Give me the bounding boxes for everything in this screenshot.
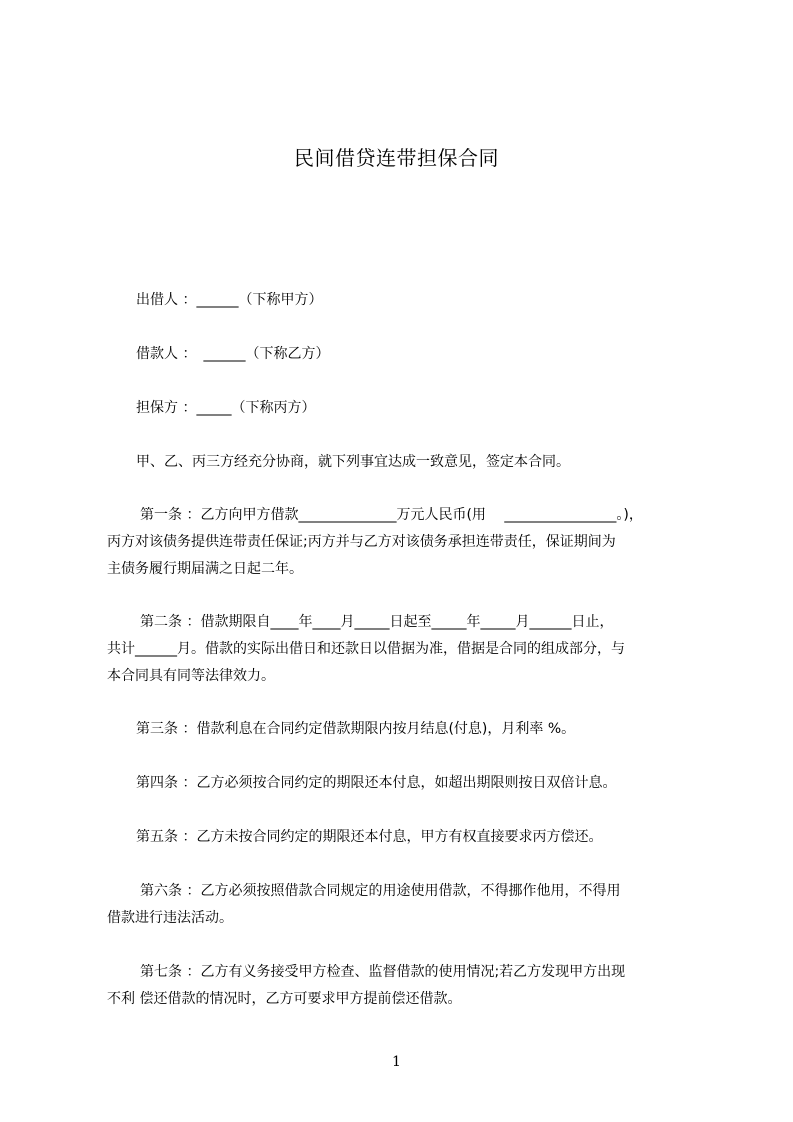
- guarantor-line: 担保方 ：_____（下称丙方）: [136, 400, 316, 416]
- borrower-line: 借款人 ： ______（下称乙方）: [136, 346, 330, 362]
- article-7-line-2: 不利 偿还借款的情况时，乙方可要求甲方提前偿还借款。: [107, 991, 462, 1007]
- article-2-line-3: 本合同具有同等法律效力。: [107, 668, 275, 684]
- lender-line: 出借人 ：______（下称甲方）: [136, 292, 323, 308]
- article-1-line-2: 丙方对该债务提供连带责任保证;丙方并与乙方对该债务承担连带责任，保证期间为: [107, 534, 616, 550]
- article-6-line-1: 第六条 ：乙方必须按照借款合同规定的用途使用借款，不得挪作他用，不得用: [140, 883, 621, 899]
- article-2-line-2: 共计______月。借款的实际出借日和还款日以借据为准，借据是合同的组成部分，与: [107, 641, 625, 657]
- article-2-line-1: 第二条 ：借款期限自____年____月_____日起至_____年_____月______日止，: [140, 614, 614, 630]
- article-1-line-3: 主债务履行期届满之日起二年。: [107, 561, 303, 577]
- article-7-line-1: 第七条 ：乙方有义务接受甲方检查、监督借款的使用情况;若乙方发现甲方出现: [140, 964, 626, 980]
- article-5-line: 第五条 ：乙方未按合同约定的期限还本付息，甲方有权直接要求丙方偿还。: [136, 829, 603, 845]
- article-6-line-2: 借款进行违法活动。: [107, 910, 233, 926]
- page-number: 1: [392, 1054, 401, 1070]
- article-4-line: 第四条 ：乙方必须按合同约定的期限还本付息，如超出期限则按日双倍计息。: [136, 775, 617, 791]
- preamble-line: 甲、乙、丙三方经充分协商，就下列事宜达成一致意见，签定本合同。: [136, 454, 570, 470]
- article-3-line: 第三条 ：借款利息在合同约定借款期限内按月结息(付息)，月利率 %。: [136, 721, 576, 737]
- document-title: 民间借贷连带担保合同: [294, 146, 499, 170]
- article-1-line-1: 第一条 ：乙方向甲方借款______________万元人民币(用 ________________。)，: [140, 507, 643, 523]
